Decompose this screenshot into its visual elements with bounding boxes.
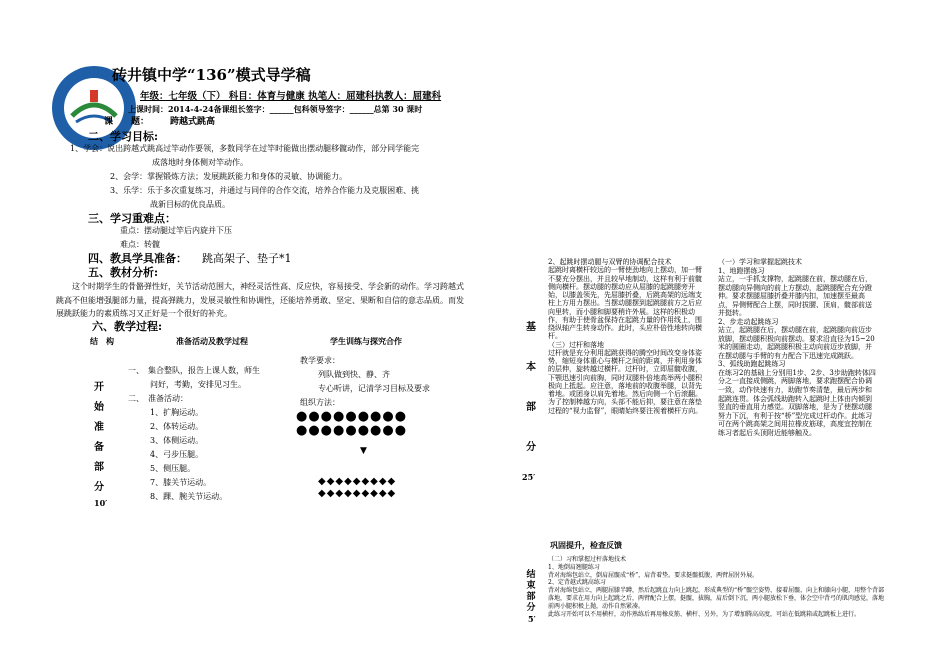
- teacher-line: 1、扩胸运动。: [150, 408, 204, 417]
- teacher-line: 2、体转运动。: [150, 422, 204, 431]
- col-teacher: 准备活动及教学过程: [176, 336, 248, 346]
- teacher-line: 问好，考勤，安排见习生。: [150, 380, 246, 389]
- end-section-label: 结 束 部 分: [526, 570, 536, 613]
- teacher-line: 5、侧压腿。: [150, 464, 196, 473]
- objective-2: 2、会学：掌握锻炼方法；发展跳跃能力和身体的灵敏、协调能力。: [110, 172, 348, 181]
- objective-1: 1、学会：说出跨越式跳高过竿动作要领，多数同学在过竿时能做出摆动腿移髋动作，部分同学能完: [70, 144, 420, 153]
- basic-right-text: （一）学习和掌握起跳技术 1、地蹬摆练习 站立，一手抓支撑物，起跳腿在前，摆动腿在后，摆动腿向异侧向的前上方摆动，起跳腿配合充分蹬伸。要求摆腿屈膝折叠并膝内扣，加速摆至最高点，异侧臂配合上摆，同时拔腰、顶肩，髋部前送并挺转。 2、步走动起跳练习 站立，起跳腿在后，摆动腿在前，起跳腿向前迈步放脚，摆动腿积极向前摆动。要求沿直径为15~20米的圆圈走动，起跳腿积极主动向前迈步放脚，并在摆动腿与手臂的有力配合下迅速完成跳跃。 3、弧线助跑起跳练习 在练习2的基础上分别用1步、2步、3步助跑转体四分之一直接成侧跳，两脚落地，要求跑摆配合协调一致，动作快速有力，助跑节奏清楚，最后两步和起跳连贯。体会弧线助跑转入起跳时上体由内倾到竖直的垂直用力感觉。双脚落地，是为了使摆动腿努力下沉，有利于按“桥”型完成过杆动作。此练习可在两个跳高架之间用拉橡皮筋球，高度宜控制在练习者起后头顶附近能够触及。: [718, 258, 876, 437]
- objectives-heading: 二、学习目标:: [88, 130, 159, 143]
- key-points-heading: 三、学习重难点：: [88, 212, 176, 225]
- formation-diamonds-row1: ◆◆◆◆◆◆◆◆◆: [318, 476, 397, 487]
- teacher-line: 一、 集合整队，报告上课人数，师生: [128, 366, 260, 375]
- start-section-time: 10′: [94, 498, 108, 508]
- equipment-heading: 四、教具学具准备：: [88, 252, 187, 265]
- basic-middle-text: 2、起跳时摆动腿与双臂的协调配合技术 起跳时离横杆较远的一臂使劲地向上摆动，加一臂不要充分摆出，并且较早地制动，这样有利于前髋侧向横杆。摆动腿的摆动应从屈膝的起跳腿旁开始，以膝盖领先，先屈膝折叠，后跳高架的远端支柱上方用力摆出。当摆动腿摆到起跳腿前方之后应向里转，而小腿和脚要稍许外展。这样的积极动作，有助于使骨盆保持在起跳力量的作用线上，围绕纵轴产生转身动作。此时，头应朴倍性地转向横杆。 （三）过杆和落地 过杆就是充分利用起跳获得的腾空时间改变身体姿势，缩短身体重心与横杆之间的距离，并利用身体的层伸，旋转越过横杆。过杆时，立即屈髋收腹，下颚迅速引向前胸，同时双腿朴倍地高举两小腿积极向上抵起。应注意，落地前的收腹举腿，以背先着地。或团身以肩先着地。然后向侧一个后滚翻。为了控制棒越方向，头部不能后抑，要注意在落垫过程的“视力监督”，眼睛始终要注视着横杆方向。: [548, 258, 703, 415]
- analysis-heading: 五、教材分析:: [88, 266, 159, 279]
- teacher-line: 二、 准备活动：: [128, 394, 188, 403]
- formation-dots-row2: ●●●●●●●●●: [296, 423, 408, 438]
- col-structure: 结 构: [90, 336, 114, 346]
- student-activities: [300, 354, 430, 410]
- consolidate-line: 此练习开始可以不用横杆，动作熟练后再用橡皮筋、横杆、另外，为了增加腾高高度，可站在低跳箱或起跳板上进行。: [548, 610, 861, 618]
- key-point-focus: 重点：摆动腿过竿后内旋并下压: [120, 226, 232, 235]
- topic-label: 课 题：: [104, 117, 150, 127]
- end-section-time: 5′: [528, 614, 536, 624]
- formation-diamonds-row2: ◆◆◆◆◆◆◆◆◆: [318, 488, 397, 499]
- teacher-activities: [128, 364, 260, 504]
- consolidate-line: （二）习和掌握过杆落地技术: [548, 556, 627, 563]
- process-heading: 六、教学过程:: [92, 320, 163, 333]
- analysis-text: 这个时期学生的骨骼弹性好，关节活动范围大，神经灵活性高、反应快，容易接受、学会新的动作。学习跨越式跳高不但能增强腿部力量，提高弹跳力，发展灵敏性和协调性，还能培养勇敢、坚定、果断和自信的意志品质。而发展跳跃能力的素质练习又正好是一个很好的补充。: [56, 282, 464, 319]
- header-info-line2: 上课时间：2014-4-24备课组长签字：______包科领导签字：______总第 30 课时: [128, 104, 423, 114]
- objective-3: 3、乐学：乐于多次重复练习，并通过与同伴的合作交流，培养合作能力及克服困难、挑: [110, 186, 420, 195]
- teacher-line: 7、膝关节运动。: [150, 478, 212, 487]
- equipment-value: 跳高架子、垫子*1: [202, 252, 292, 265]
- consolidate-heading: 巩固提升，检查反馈: [550, 540, 622, 550]
- direction-arrow-icon: ▼: [360, 446, 367, 456]
- consolidate-line: 背对海绵包站立，两腿屈膝半蹲，然后起跳直力向上跳起，形成典型的“桥”髋空姿势，接着屈髋，向上和膝向小腿，用整个背部落地，要求在用力向上起跳之后，两臂配合上摆，挺髋，拔胸，肩后倒下沉，两小腿放松下垂，体会空中背弓的肌肉感觉，落地前两小腿积极上抛，动作自然紧凑。: [548, 587, 885, 610]
- objective-3b: 战新目标的优良品质。: [150, 200, 230, 209]
- key-point-difficulty: 难点：转髋: [120, 240, 160, 249]
- teacher-line: 3、体侧运动。: [150, 436, 204, 445]
- consolidate-line: 背对海绵包站立，倒肩屈髋成“桥”，肩背着垫。要求挺髋抵腹，两臂屈肘外展。: [548, 571, 759, 579]
- consolidate-text: [548, 556, 888, 618]
- objective-1b: 成落地时身体侧对竿动作。: [152, 158, 248, 167]
- basic-section-time: 25′: [522, 472, 536, 482]
- teacher-line: 4、弓步压腿。: [150, 450, 204, 459]
- topic-value: 跨越式跳高: [170, 117, 216, 127]
- consolidate-line: 1、地倒肩翘腿练习: [548, 563, 600, 571]
- teacher-line: 8、踝、腕关节运动。: [150, 492, 228, 501]
- start-section-label: 开 始 准 备 部 分: [94, 382, 104, 493]
- header-info-line1: 年级：七年级（下） 科目：体育与健康 执笔人：屈建科执教人：屈建科: [140, 91, 442, 102]
- student-line: 专心听讲，记清学习目标及要求: [318, 384, 430, 393]
- student-line: 列队做到快、静、齐: [318, 370, 390, 379]
- page-title: 砖井镇中学“136”模式导学稿: [112, 66, 311, 84]
- consolidate-line: 2、定背越式跳高练习: [548, 579, 606, 587]
- formation-dots-row1: ●●●●●●●●●: [296, 409, 408, 424]
- student-line: 教学要求：: [300, 356, 340, 365]
- col-student: 学生训练与探究合作: [330, 336, 402, 346]
- basic-section-label: 基 本 部 分: [526, 322, 536, 453]
- student-line: 组织方法：: [300, 398, 340, 407]
